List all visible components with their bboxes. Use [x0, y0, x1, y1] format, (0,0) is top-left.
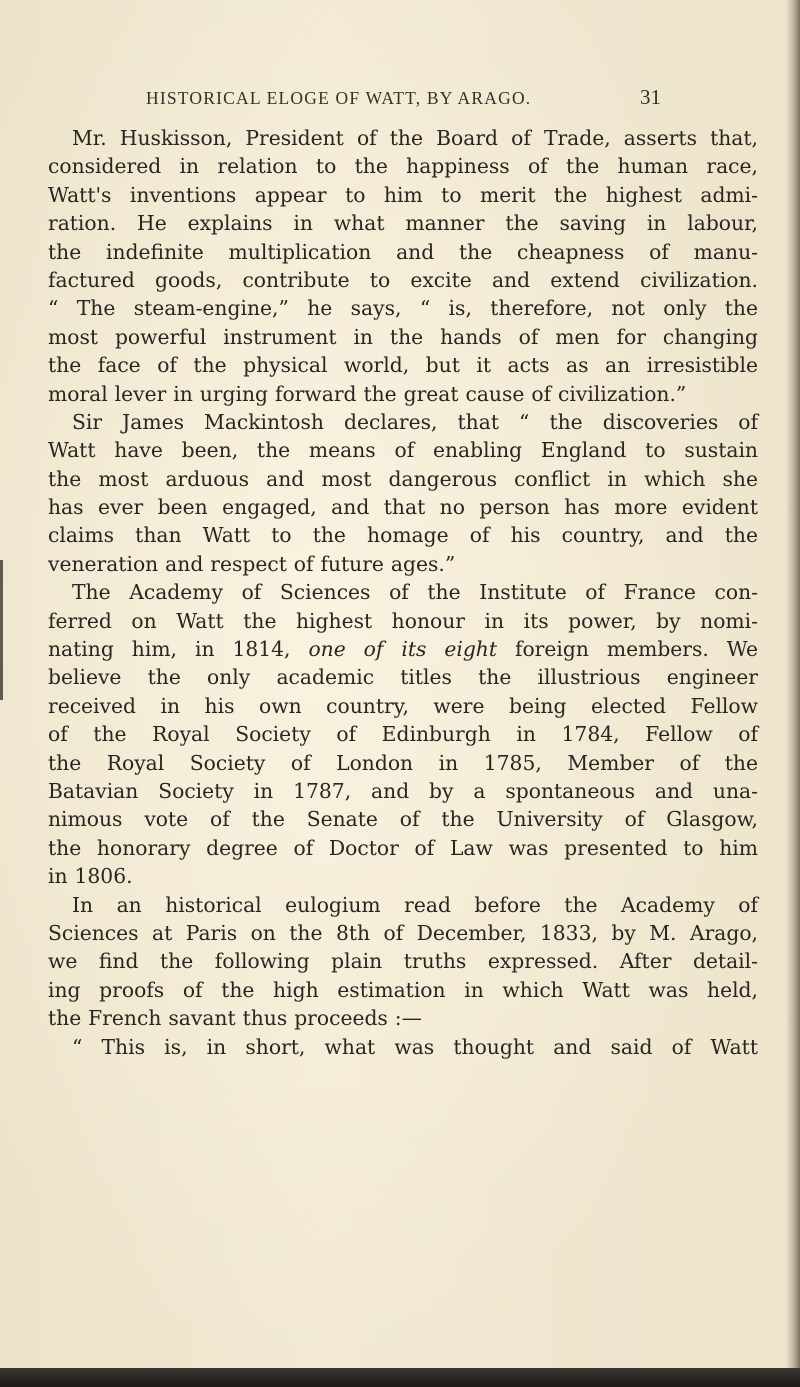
text-line: the French savant thus proceeds :— — [48, 1006, 422, 1031]
text-line: Sir James Mackintosh declares, that “ the discoveries of — [72, 409, 758, 434]
text-line: The Academy of Sciences of the Institute of France con- — [72, 580, 758, 605]
text-line: received in his own country, were being elected Fellow — [48, 693, 758, 718]
text-line: has ever been engaged, and that no person has more evident — [48, 495, 758, 520]
text-line: factured goods, contribute to excite and extend civilization. — [48, 267, 758, 292]
text-segment: foreign members. We — [497, 637, 758, 662]
text-line: Watt's inventions appear to him to merit the highest admi- — [48, 182, 758, 207]
text-line: the Royal Society of London in 1785, Member of the — [48, 750, 758, 775]
text-line: In an historical eulogium read before the Academy of — [72, 892, 758, 917]
text-line: ration. He explains in what manner the saving in labour, — [48, 211, 758, 236]
text-line: nimous vote of the Senate of the University of Glasgow, — [48, 807, 758, 832]
text-line: believe the only academic titles the illustrious engineer — [48, 665, 758, 690]
margin-mark — [0, 560, 3, 700]
text-line: Mr. Huskisson, President of the Board of Trade, asserts that, — [72, 126, 758, 150]
text-line: veneration and respect of future ages.” — [48, 551, 456, 576]
body-text — [48, 124, 758, 1061]
text-line: moral lever in urging forward the great cause of civilization.” — [48, 381, 687, 406]
text-line: ferred on Watt the highest honour in its power, by nomi- — [48, 608, 758, 633]
text-line: “ This is, in short, what was thought and said of Watt — [72, 1034, 758, 1059]
text-line: Sciences at Paris on the 8th of December, 1833, by M. Arago, — [48, 920, 758, 945]
text-line: we find the following plain truths expressed. After detail- — [48, 949, 758, 974]
text-line-with-italic — [48, 635, 758, 663]
text-line: the honorary degree of Doctor of Law was presented to him — [48, 835, 758, 860]
page-bottom-edge — [0, 1368, 800, 1387]
text-line: the indefinite multiplication and the cheapness of manu- — [48, 239, 758, 264]
text-line: Watt have been, the means of enabling England to sustain — [48, 438, 758, 463]
text-segment: nating him, in 1814, — [48, 637, 309, 662]
text-line: claims than Watt to the homage of his country, and the — [48, 523, 758, 548]
text-line: the most arduous and most dangerous conflict in which she — [48, 466, 758, 491]
text-line: the face of the physical world, but it acts as an irresistible — [48, 353, 758, 378]
text-line: of the Royal Society of Edinburgh in 1784, Fellow of — [48, 722, 758, 747]
running-title: HISTORICAL ELOGE OF WATT, BY ARAGO. — [146, 88, 532, 108]
text-line: considered in relation to the happiness of the human race, — [48, 154, 758, 179]
page-edge-shadow — [786, 0, 800, 1387]
text-line: “ The steam-engine,” he says, “ is, therefore, not only the — [48, 296, 758, 321]
italic-phrase: one of its eight — [308, 637, 498, 662]
page-number: 31 — [640, 85, 661, 109]
text-line: ing proofs of the high estimation in which Watt was held, — [48, 977, 758, 1002]
text-line: Batavian Society in 1787, and by a spontaneous and una- — [48, 778, 758, 803]
text-line: in 1806. — [48, 864, 133, 889]
text-line: most powerful instrument in the hands of men for changing — [48, 324, 758, 349]
